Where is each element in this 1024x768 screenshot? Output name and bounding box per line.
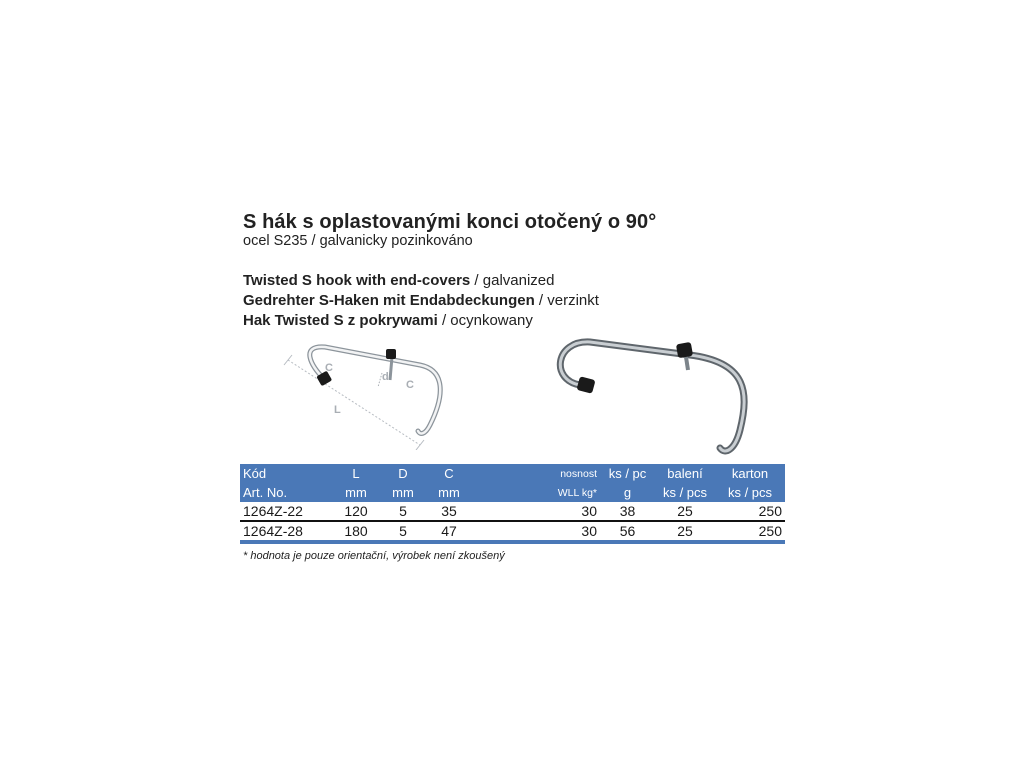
diagram-label-c1: C (325, 362, 333, 374)
translation-pl-finish: / ocynkowany (437, 312, 533, 329)
cell-c: 47 (426, 521, 472, 542)
cell-code: 1264Z-22 (240, 502, 332, 521)
cell-c: 35 (426, 502, 472, 521)
cell-diameter: 5 (380, 521, 426, 542)
cell-carton: 250 (715, 521, 785, 542)
header-weight: ks / pc (608, 466, 647, 481)
table-row (240, 502, 785, 521)
translation-pl (243, 312, 533, 329)
cell-code: 1264Z-28 (240, 521, 332, 542)
header-unit-c: mm (438, 485, 460, 500)
photo-end-cap-right-icon (676, 342, 693, 358)
photo-end-cap-left-icon (576, 376, 595, 394)
header-unit-l: mm (345, 485, 367, 500)
header-carton: karton (731, 466, 769, 481)
header-pack: balení (667, 466, 703, 481)
product-subtitle: ocel S235 / galvanicky pozinkováno (243, 233, 473, 249)
cell-capacity: 30 (472, 502, 600, 521)
header-capacity: nosnost (560, 467, 597, 480)
cell-carton: 250 (715, 502, 785, 521)
table-row (240, 521, 785, 542)
header-code: Kód (243, 466, 267, 481)
diagram-label-l: L (334, 404, 341, 416)
translation-en-finish: / galvanized (470, 272, 555, 289)
cell-diameter: 5 (380, 502, 426, 521)
header-unit-carton: ks / pcs (727, 485, 773, 500)
header-unit-pack: ks / pcs (662, 485, 708, 500)
table-header-row (240, 464, 785, 483)
translation-pl-name: Hak Twisted S z pokrywami (243, 312, 438, 329)
header-c: C (444, 466, 454, 481)
hook-product-image (540, 330, 785, 465)
end-cap-right-icon (386, 349, 396, 359)
header-unit-d: mm (392, 485, 414, 500)
header-art-no: Art. No. (243, 485, 288, 500)
diagram-label-d: d (382, 371, 389, 383)
translation-en (243, 272, 555, 289)
product-title: S hák s oplastovanými konci otočený o 90° (243, 211, 657, 233)
diagram-label-c2: C (406, 379, 414, 391)
cell-capacity: 30 (472, 521, 600, 542)
table-header-row (240, 483, 785, 502)
translation-de (243, 292, 599, 309)
footnote: * hodnota je pouze orientační, výrobek není zkoušený (243, 550, 505, 562)
specification-table (240, 464, 785, 544)
cell-pack: 25 (655, 521, 715, 542)
hook-dimension-diagram (270, 335, 455, 450)
cell-pack: 25 (655, 502, 715, 521)
translation-de-finish: / verzinkt (534, 292, 599, 309)
cell-weight: 38 (600, 502, 655, 521)
cell-length: 120 (332, 502, 380, 521)
cell-weight: 56 (600, 521, 655, 542)
cell-length: 180 (332, 521, 380, 542)
header-unit-wll: WLL kg* (557, 486, 597, 499)
translation-de-name: Gedrehter S-Haken mit Endabdeckungen (243, 292, 535, 309)
translation-en-name: Twisted S hook with end-covers (243, 272, 471, 289)
header-diameter: D (398, 466, 408, 481)
header-length: L (352, 466, 360, 481)
header-unit-g: g (623, 485, 632, 500)
